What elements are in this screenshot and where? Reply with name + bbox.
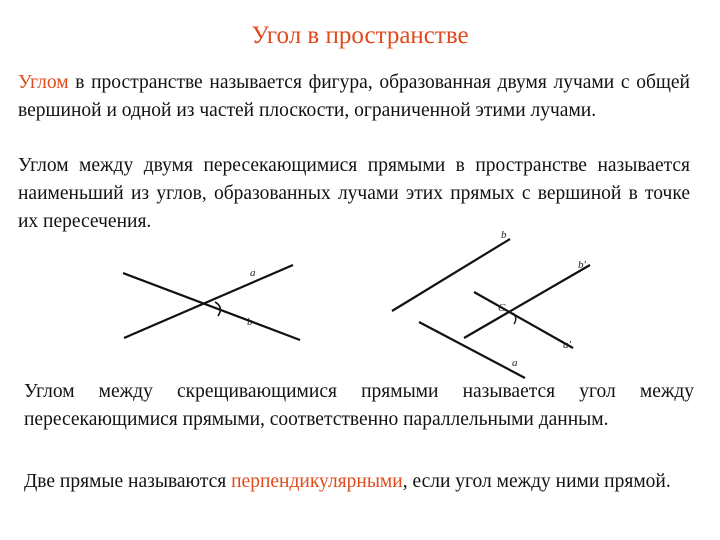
- line-b: [123, 273, 300, 340]
- label-a: a: [250, 267, 256, 279]
- label-c: C: [498, 302, 506, 314]
- line-a-prime: [474, 292, 573, 348]
- label-a-fig2: a: [512, 357, 518, 369]
- definition-perpendicular: [24, 468, 694, 496]
- line-b-prime: [464, 265, 590, 338]
- figure-intersecting-lines: [123, 265, 300, 340]
- label-b-fig2: b: [501, 229, 507, 241]
- perpendicular-text-after: , если угол между ними прямой.: [402, 471, 671, 492]
- definition-intersecting-angle: Углом между двумя пересекающимися прямыми в пространстве называется наименьший из углов, образованных лучами этих прямых с вершиной в точке их пересечения.: [18, 155, 690, 232]
- label-b-prime: b': [578, 259, 586, 271]
- term-perpendicular: перпендикулярными: [231, 471, 403, 492]
- term-angle: Углом: [18, 72, 69, 93]
- line-b-fig2: [392, 239, 510, 311]
- label-b: b: [247, 316, 253, 328]
- perpendicular-text-before: Две прямые называются: [24, 471, 232, 492]
- label-a-prime: a': [563, 339, 571, 351]
- definition-angle-text: в пространстве называется фигура, образованная двумя лучами с общей вершиной и одной из частей плоскости, ограниченной этими лучами.: [18, 72, 690, 121]
- page-title: Угол в пространстве: [251, 22, 469, 49]
- line-a-fig2: [419, 322, 525, 378]
- definition-skew-angle: Углом между скрещивающимися прямыми называется угол между пересекающимися прямыми, соответственно параллельными данным.: [24, 381, 694, 430]
- figure-skew-lines: [392, 229, 590, 378]
